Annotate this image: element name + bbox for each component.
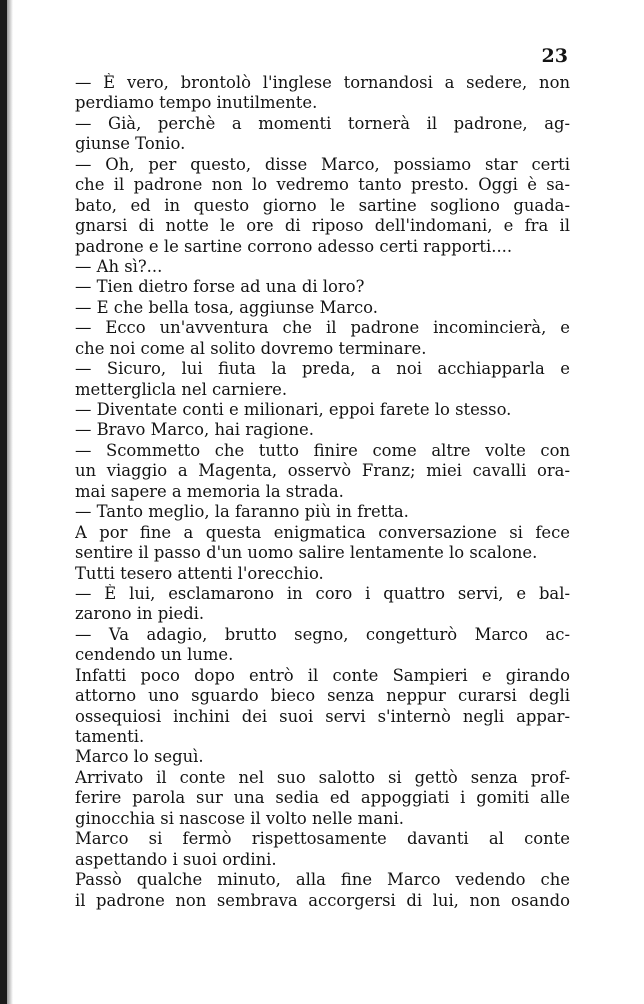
- text-line: cendendo un lume.: [75, 645, 234, 665]
- text-line: aspettando i suoi ordini.: [75, 849, 277, 869]
- text-line: — E che bella tosa, aggiunse Marco.: [75, 297, 378, 317]
- text-line: un viaggio a Magenta, osservò Franz; miei cavalli ora-: [75, 461, 570, 481]
- text-line: perdiamo tempo inutilmente.: [75, 93, 318, 113]
- text-line: metterglicla nel carniere.: [75, 379, 288, 399]
- text-line: — Già, perchè a momenti tornerà il padrone, ag-: [75, 113, 570, 133]
- text-line: tamenti.: [75, 727, 145, 746]
- text-line: — Tien dietro forse ad una di loro?: [75, 277, 365, 297]
- text-line: Marco lo seguì.: [75, 747, 204, 767]
- text-line: — Ah sì?...: [75, 256, 163, 276]
- page-left-edge: [0, 0, 7, 1004]
- text-line: Tutti tesero attenti l'orecchio.: [75, 563, 324, 583]
- text-line: gnarsi di notte le ore di riposo dell'indomani, e fra il: [75, 216, 570, 236]
- text-line: ossequiosi inchini dei suoi servi s'internò negli appar-: [75, 706, 570, 726]
- text-line: il padrone non sembrava accorgersi di lui, non osando: [75, 890, 570, 910]
- text-line: zarono in piedi.: [75, 604, 205, 624]
- page-number: 23: [541, 45, 568, 67]
- text-line: — Bravo Marco, hai ragione.: [75, 420, 314, 440]
- text-line: ferire parola sur una sedia ed appoggiati i gomiti alle: [75, 788, 570, 808]
- text-line: che noi come al solito dovremo terminare.: [75, 338, 427, 358]
- text-line: — Diventate conti e milionari, eppoi farete lo stesso.: [75, 400, 512, 419]
- text-line: sentire il passo d'un uomo salire lentamente lo scalone.: [75, 543, 538, 563]
- text-line: Arrivato il conte nel suo salotto si gettò senza prof-: [75, 767, 570, 787]
- text-line: giunse Tonio.: [75, 134, 186, 154]
- text-line: — Va adagio, brutto segno, congetturò Marco ac-: [75, 624, 570, 644]
- text-line: — Scommetto che tutto finire come altre volte con: [75, 440, 570, 460]
- text-line: che il padrone non lo vedremo tanto presto. Oggi è sa-: [75, 175, 570, 195]
- text-line: — È vero, brontolò l'inglese tornandosi a sedere, non: [75, 73, 570, 92]
- page-gutter-shadow: [7, 0, 13, 1004]
- text-line: — Tanto meglio, la faranno più in fretta.: [75, 502, 409, 522]
- text-line: — Oh, per questo, disse Marco, possiamo star certi: [75, 154, 570, 174]
- text-line: Passò qualche minuto, alla fine Marco vedendo che: [75, 870, 570, 890]
- text-line: attorno uno sguardo bieco senza neppur curarsi degli: [75, 686, 570, 706]
- text-line: ginocchia si nascose il volto nelle mani.: [75, 808, 404, 828]
- text-line: Marco si fermò rispettosamente davanti al conte: [75, 829, 570, 849]
- text-line: — È lui, esclamarono in coro i quattro servi, e bal-: [75, 583, 570, 603]
- text-line: bato, ed in questo giorno le sartine sogliono guada-: [75, 195, 570, 215]
- text-line: padrone e le sartine corrono adesso certi rapporti....: [75, 236, 513, 256]
- text-line: — Ecco un'avventura che il padrone incomincierà, e: [75, 318, 570, 338]
- text-line: mai sapere a memoria la strada.: [75, 481, 344, 501]
- body-text: [75, 73, 570, 911]
- text-line: Infatti poco dopo entrò il conte Sampieri e girando: [75, 665, 570, 685]
- text-line: — Sicuro, lui fiuta la preda, a noi acchiapparla e: [75, 359, 570, 379]
- text-line: A por fine a questa enigmatica conversazione si fece: [75, 522, 570, 542]
